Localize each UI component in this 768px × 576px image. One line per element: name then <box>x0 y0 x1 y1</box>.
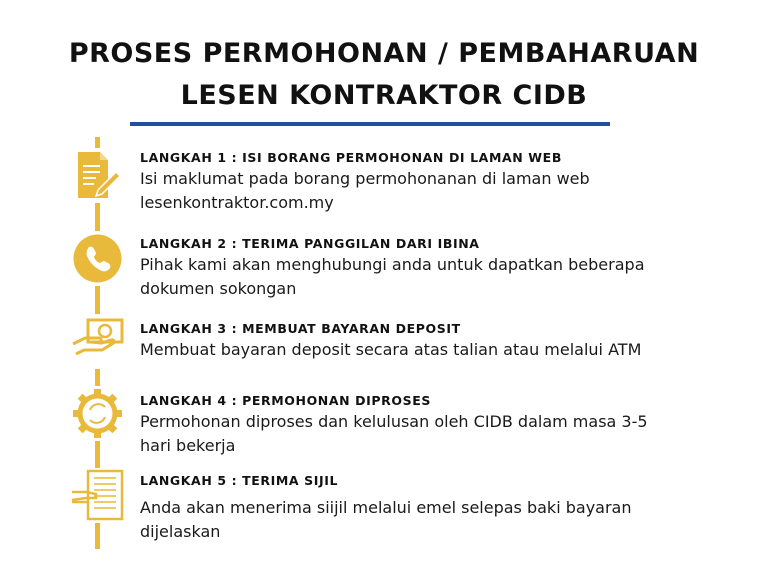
title-underline <box>130 122 610 126</box>
step-text: Permohonan diproses dan kelulusan oleh CIDB dalam masa 3-5 <box>140 412 648 431</box>
step-text: Isi maklumat pada borang permohonanan di laman web <box>140 169 590 188</box>
step-text: Anda akan menerima siijil melalui emel selepas baki bayaran <box>140 498 632 517</box>
form-pencil-icon <box>70 148 125 203</box>
step-heading: LANGKAH 3 : MEMBUAT BAYARAN DEPOSIT <box>140 321 461 336</box>
step-heading: LANGKAH 4 : PERMOHONAN DIPROSES <box>140 393 431 408</box>
step-text: hari bekerja <box>140 436 236 455</box>
step-text: Pihak kami akan menghubungi anda untuk dapatkan beberapa <box>140 255 645 274</box>
page-title-line-2: LESEN KONTRAKTOR CIDB <box>180 80 588 111</box>
step-3 <box>140 321 740 362</box>
step-text: dijelaskan <box>140 522 221 541</box>
step-1 <box>140 150 740 215</box>
step-text: dokumen sokongan <box>140 279 297 298</box>
certificate-hand-icon <box>70 468 125 523</box>
step-4 <box>140 393 740 458</box>
page-title-line-1: PROSES PERMOHONAN / PEMBAHARUAN <box>68 38 700 69</box>
step-text: lesenkontraktor.com.my <box>140 193 334 212</box>
cash-payment-icon <box>70 314 125 369</box>
gear-process-icon <box>70 386 125 441</box>
phone-icon <box>70 231 125 286</box>
step-2 <box>140 236 740 301</box>
step-heading: LANGKAH 5 : TERIMA SIJIL <box>140 473 339 488</box>
step-5 <box>140 473 740 544</box>
step-heading: LANGKAH 1 : ISI BORANG PERMOHONAN DI LAMAN WEB <box>140 150 562 165</box>
step-text: Membuat bayaran deposit secara atas talian atau melalui ATM <box>140 340 642 359</box>
step-heading: LANGKAH 2 : TERIMA PANGGILAN DARI IBINA <box>140 236 480 251</box>
